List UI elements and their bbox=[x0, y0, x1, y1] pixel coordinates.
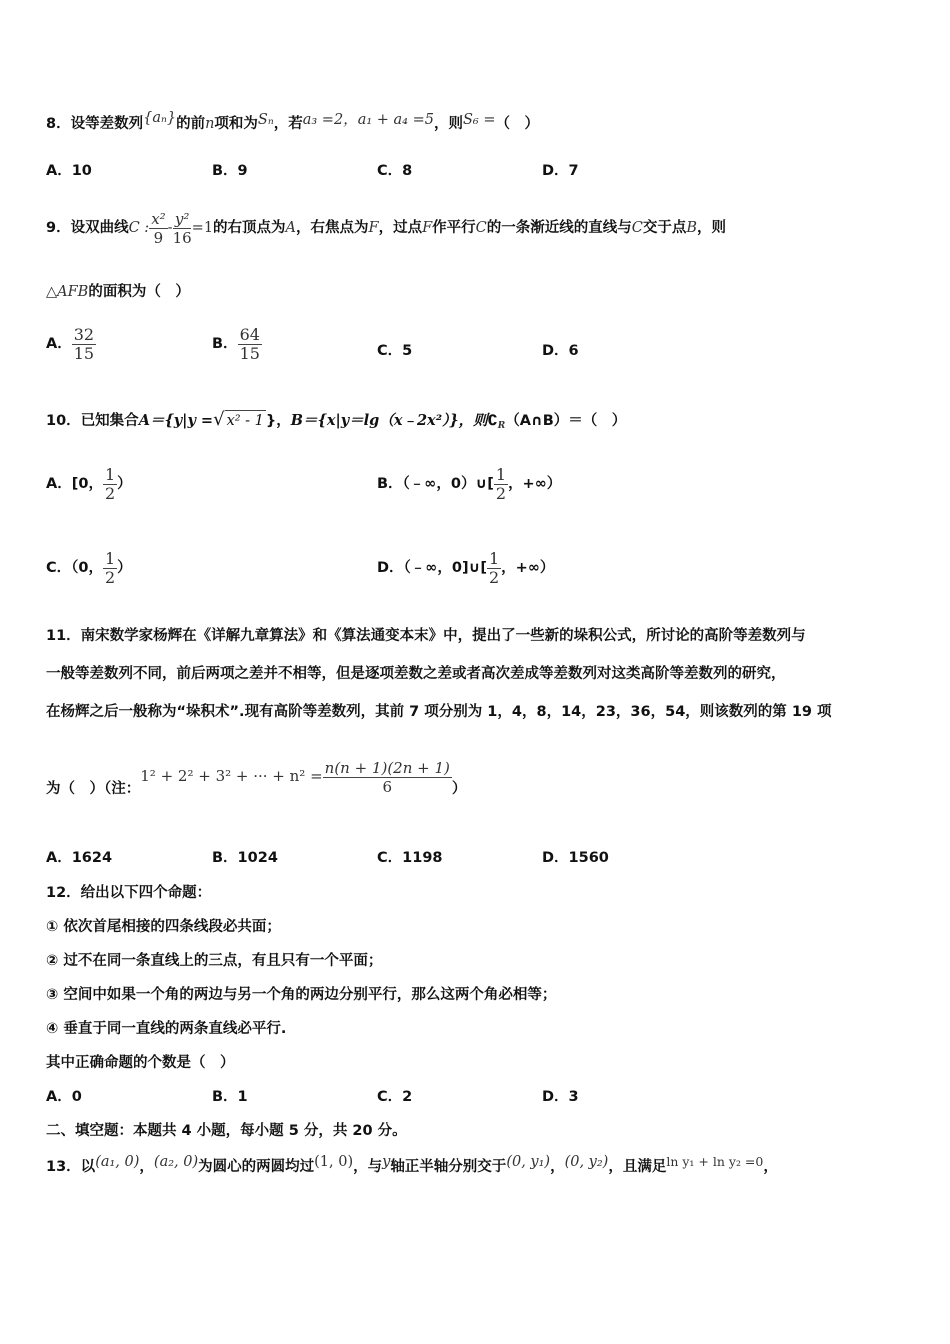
text: ， bbox=[763, 1159, 778, 1175]
question-8-stem bbox=[46, 110, 539, 134]
text: ， bbox=[550, 1159, 565, 1175]
question-13-stem bbox=[46, 1154, 778, 1177]
formula: R bbox=[497, 421, 506, 431]
option-a: A．10 bbox=[46, 163, 92, 179]
numerator: n(n + 1)(2n + 1) bbox=[324, 758, 450, 777]
question-9-stem-cont bbox=[46, 282, 190, 302]
formula: (1, 0) bbox=[314, 1154, 354, 1170]
denominator: 2 bbox=[104, 483, 116, 503]
text: 交于点 bbox=[642, 220, 687, 236]
question-11-line-2: 一般等差数列不同，前后两项之差并不相等，但是逐项差数之差或者高次差成等差数列对这类高阶等差数列的研究， bbox=[46, 666, 786, 682]
text: 设双曲线 bbox=[70, 220, 129, 236]
formula: n bbox=[205, 116, 215, 132]
formula: (0, y₁) bbox=[506, 1154, 551, 1170]
formula: B bbox=[686, 220, 698, 236]
formula: (a₁, 0) bbox=[95, 1154, 140, 1170]
formula: △AFB bbox=[46, 284, 89, 300]
formula: ∁ bbox=[487, 413, 498, 429]
denominator: 2 bbox=[104, 567, 116, 587]
formula: C bbox=[475, 220, 487, 236]
text: 轴正半轴分别交于 bbox=[390, 1159, 507, 1175]
question-number: 9． bbox=[46, 220, 71, 236]
option-a bbox=[46, 322, 96, 366]
text: 作平行 bbox=[432, 220, 476, 236]
option-text: ，+∞） bbox=[508, 476, 562, 492]
text: }， bbox=[265, 413, 291, 429]
option-text: B．（﹣∞，0）∪[ bbox=[377, 476, 494, 492]
text: 为圆心的两圆均过 bbox=[198, 1159, 315, 1175]
option-c: C．1198 bbox=[377, 850, 443, 866]
formula: ln y₁ + ln y₂ =0 bbox=[666, 1154, 764, 1169]
text: ，且满足 bbox=[608, 1159, 667, 1175]
formula: 1² + 2² + 3² + ··· + n² = bbox=[140, 767, 323, 785]
option-text: ，+∞） bbox=[501, 560, 555, 576]
proposition-2: ② 过不在同一条直线上的三点，有且只有一个平面； bbox=[46, 953, 383, 969]
numerator: 1 bbox=[495, 464, 507, 484]
text: 已知集合 bbox=[80, 413, 139, 429]
text: ，则 bbox=[697, 220, 727, 236]
denominator: 9 bbox=[153, 228, 164, 247]
formula: A＝{y|y = bbox=[138, 412, 214, 429]
formula: F bbox=[422, 220, 433, 236]
option-text: C．（0， bbox=[46, 560, 103, 576]
formula: B＝{x|y＝lg（x﹣2x²）}，则 bbox=[290, 412, 488, 429]
section-title: 二、填空题：本题共 4 小题，每小题 5 分，共 20 分。 bbox=[46, 1123, 407, 1139]
fraction bbox=[72, 326, 96, 363]
option-c bbox=[46, 546, 132, 590]
denominator: 2 bbox=[488, 567, 500, 587]
numerator: 1 bbox=[104, 548, 116, 568]
option-a: A．1624 bbox=[46, 850, 113, 866]
text: ，过点 bbox=[378, 220, 423, 236]
fraction bbox=[173, 210, 192, 247]
option-c: C．8 bbox=[377, 163, 413, 179]
numerator: 1 bbox=[488, 548, 500, 568]
formula: C bbox=[631, 220, 643, 236]
question-11-line-3: 在杨辉之后一般称为“垛积术”.现有高阶等差数列，其前 7 项分别为 1，4，8，14，23，36，54，则该数列的第 19 项 bbox=[46, 704, 832, 720]
formula: =1 bbox=[191, 220, 214, 236]
denominator: 15 bbox=[73, 343, 95, 363]
text: ，与 bbox=[353, 1159, 383, 1175]
question-11-line-4 bbox=[46, 758, 467, 811]
proposition-4: ④ 垂直于同一直线的两条直线必平行. bbox=[46, 1021, 287, 1037]
denominator: 15 bbox=[239, 343, 260, 363]
formula: x² - 1 bbox=[225, 410, 266, 431]
text: ） bbox=[451, 781, 467, 797]
numerator: 32 bbox=[73, 324, 95, 344]
fraction bbox=[103, 550, 117, 587]
text: （ ） bbox=[495, 116, 539, 132]
text: ，右焦点为 bbox=[296, 220, 369, 236]
proposition-1: ① 依次首尾相接的四条线段必共面； bbox=[46, 919, 281, 935]
option-d: D．7 bbox=[542, 163, 579, 179]
numerator: y² bbox=[174, 209, 190, 228]
text: 的前 bbox=[176, 116, 206, 132]
question-12-stem: 12．给出以下四个命题： bbox=[46, 885, 212, 901]
fraction bbox=[487, 550, 501, 587]
formula: - bbox=[167, 220, 173, 236]
fraction bbox=[323, 759, 452, 796]
proposition-3: ③ 空间中如果一个角的两边与另一个角的两边分别平行，那么这两个角必相等； bbox=[46, 987, 557, 1003]
text: 设等差数列 bbox=[70, 116, 144, 132]
text: 为（ ）（注： bbox=[46, 781, 141, 797]
option-d bbox=[377, 546, 554, 590]
question-9-stem bbox=[46, 206, 726, 250]
numerator: 64 bbox=[239, 324, 260, 344]
option-b bbox=[212, 318, 262, 370]
option-d: D．6 bbox=[542, 343, 579, 359]
numerator: 1 bbox=[104, 464, 116, 484]
option-b: B．1 bbox=[212, 1089, 248, 1105]
option-label: A． bbox=[46, 336, 72, 352]
formula: {aₙ} bbox=[143, 110, 177, 126]
formula: y bbox=[382, 1154, 391, 1170]
option-b: B．9 bbox=[212, 163, 248, 179]
text: 的右顶点为 bbox=[213, 220, 286, 236]
question-number: 8． bbox=[46, 116, 71, 132]
formula: C : bbox=[128, 220, 150, 236]
numerator: x² bbox=[151, 209, 166, 228]
option-text: ） bbox=[117, 560, 132, 576]
formula: a₃ =2， bbox=[302, 112, 358, 128]
text: 项和为 bbox=[214, 116, 258, 132]
sqrt-icon: √ bbox=[213, 409, 225, 430]
text: （A∩B）＝（ ） bbox=[505, 413, 627, 429]
text: 的面积为（ ） bbox=[88, 284, 190, 300]
option-b bbox=[377, 462, 561, 506]
option-c: C．2 bbox=[377, 1089, 413, 1105]
option-c: C．5 bbox=[377, 343, 413, 359]
option-label: B． bbox=[212, 336, 238, 352]
denominator: 16 bbox=[172, 228, 192, 247]
option-text: A．[0， bbox=[46, 476, 103, 492]
text: 13．以 bbox=[46, 1159, 96, 1175]
formula: A bbox=[285, 220, 297, 236]
fraction bbox=[149, 210, 167, 247]
question-12-question: 其中正确命题的个数是（ ） bbox=[46, 1055, 235, 1071]
formula: Sₙ bbox=[257, 112, 274, 128]
option-a bbox=[46, 462, 132, 506]
question-10-stem bbox=[46, 410, 626, 436]
option-text: D．（﹣∞，0]∪[ bbox=[377, 560, 487, 576]
denominator: 2 bbox=[495, 483, 507, 503]
option-b: B．1024 bbox=[212, 850, 278, 866]
text: ，则 bbox=[433, 116, 463, 132]
text: ， bbox=[139, 1159, 154, 1175]
text: ，若 bbox=[273, 116, 303, 132]
denominator: 6 bbox=[382, 777, 393, 796]
formula: F bbox=[368, 220, 379, 236]
question-11-line-1: 11．南宋数学家杨辉在《详解九章算法》和《算法通变本末》中，提出了一些新的垛积公式，所讨论的高阶等差数列与 bbox=[46, 628, 806, 644]
option-d: D．3 bbox=[542, 1089, 579, 1105]
option-text: ） bbox=[117, 476, 132, 492]
formula: (a₂, 0) bbox=[153, 1154, 199, 1170]
question-number: 10． bbox=[46, 413, 81, 429]
option-d: D．1560 bbox=[542, 850, 609, 866]
fraction bbox=[103, 466, 117, 503]
formula: (0, y₂) bbox=[564, 1154, 609, 1170]
option-a: A．0 bbox=[46, 1089, 82, 1105]
fraction bbox=[494, 466, 508, 503]
fraction bbox=[238, 326, 262, 363]
formula: S₆ = bbox=[462, 112, 496, 128]
formula: a₁ + a₄ =5 bbox=[357, 112, 434, 128]
text: 的一条渐近线的直线与 bbox=[486, 220, 632, 236]
